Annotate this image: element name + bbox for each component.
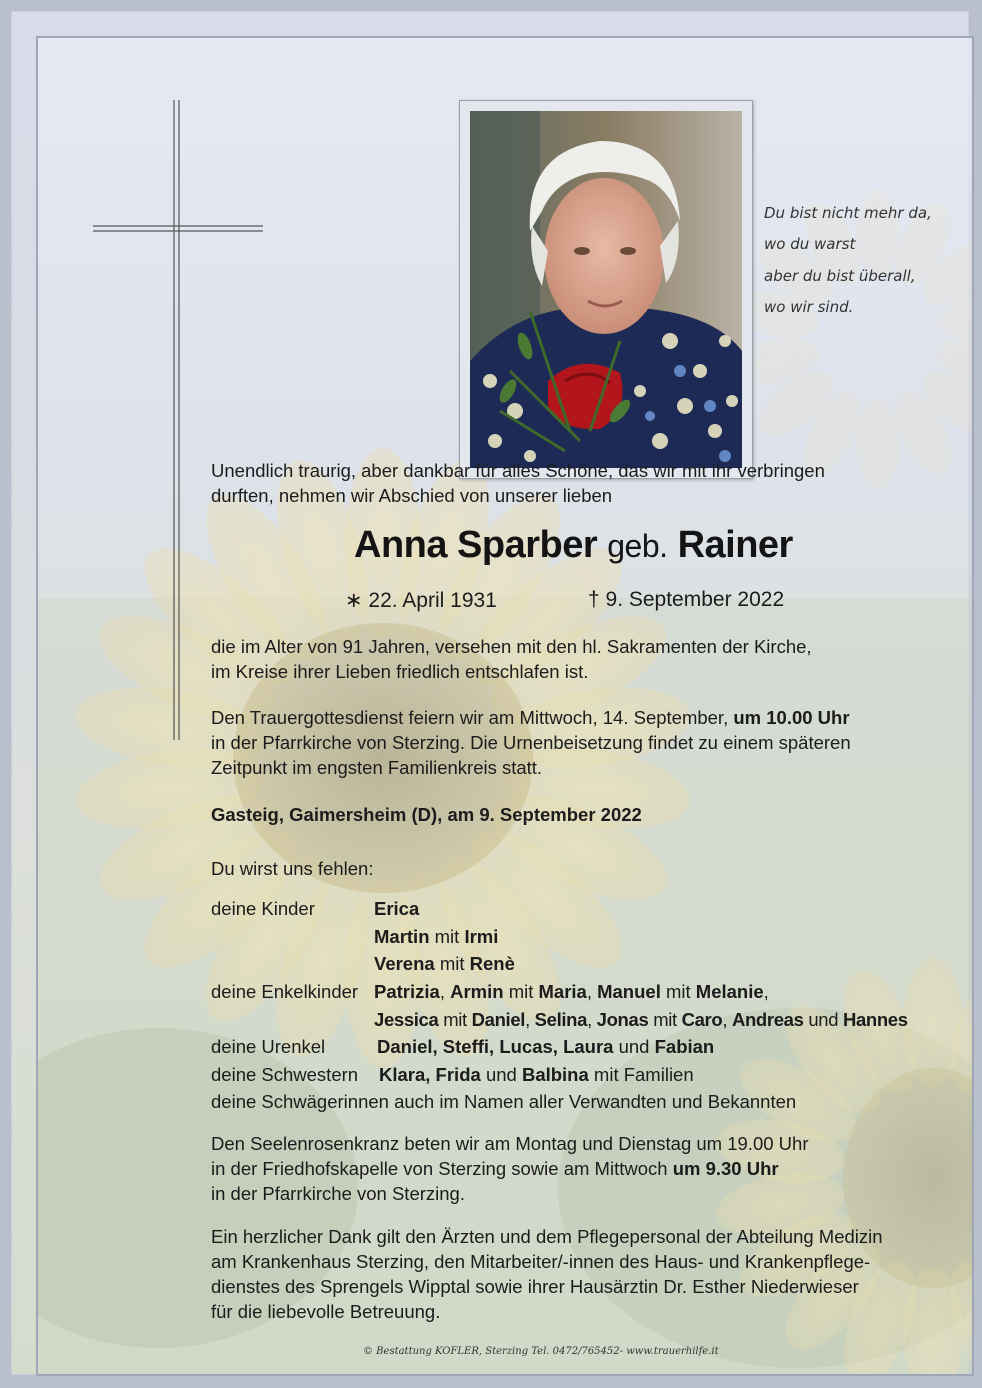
mit: mit <box>439 953 465 974</box>
first-name: Anna Sparber <box>354 524 598 566</box>
thanks-line-4: für die liebevolle Betreuung. <box>211 1301 441 1322</box>
sunflower-petal <box>856 188 900 278</box>
name: Fabian <box>654 1036 715 1057</box>
name: Melanie <box>695 981 764 1002</box>
service-time: um 10.00 Uhr <box>733 707 850 728</box>
quote-line-1: Du bist nicht mehr da, <box>764 204 932 222</box>
portrait-frame <box>459 100 753 479</box>
comma: , <box>763 981 769 1002</box>
kinder-row-1: Erica <box>374 898 420 919</box>
age-line-1: die im Alter von 91 Jahren, versehen mit den hl. Sakramenten der Kirche, <box>211 636 812 657</box>
name: Jessica <box>374 1009 439 1030</box>
miss-you-heading: Du wirst uns fehlen: <box>211 858 374 879</box>
name: Daniel <box>471 1009 526 1030</box>
und: und <box>808 1009 839 1030</box>
schwestern-row <box>379 1064 694 1086</box>
age-line-2: im Kreise ihrer Lieben friedlich entschlafen ist. <box>211 661 589 682</box>
geb-label: geb. <box>607 528 668 564</box>
name: Renè <box>469 953 515 974</box>
intro-line-2: durften, nehmen wir Abschied von unserer lieben <box>211 485 613 506</box>
thanks-line-3: dienstes des Sprengels Wipptal sowie ihrer Hausärztin Dr. Esther Niederwieser <box>211 1276 859 1297</box>
deceased-name <box>354 524 793 567</box>
name: Patrizia <box>374 981 440 1002</box>
comma: , <box>525 1009 530 1030</box>
name: Balbina <box>521 1064 589 1085</box>
kinder-label: deine Kinder <box>211 898 315 919</box>
thanks-line-2: am Krankenhaus Sterzing, den Mitarbeiter/-innen des Haus- und Krankenpflege- <box>211 1251 871 1272</box>
comma: , <box>439 981 445 1002</box>
enkel-row-1 <box>374 981 769 1003</box>
intro-line-1: Unendlich traurig, aber dankbar für alles Schöne, das wir mit ihr verbringen <box>211 460 825 481</box>
rosary-line-1: Den Seelenrosenkranz beten wir am Montag und Dienstag um 19.00 Uhr <box>211 1133 809 1154</box>
comma: , <box>587 1009 592 1030</box>
obituary-card <box>12 12 968 1374</box>
sunflower-petal <box>856 398 900 488</box>
enkel-row-2 <box>374 1009 908 1031</box>
names: Daniel, Steffi, Lucas, Laura <box>377 1036 614 1057</box>
name: Caro <box>681 1009 723 1030</box>
mit: mit <box>443 1009 467 1030</box>
name: Selina <box>534 1009 588 1030</box>
schwaegerinnen-line: deine Schwägerinnen auch im Namen aller Verwandten und Bekannten <box>211 1091 797 1112</box>
quote-line-2: wo du warst <box>764 235 856 253</box>
mit: mit <box>665 981 691 1002</box>
comma: , <box>586 981 592 1002</box>
name: Armin <box>450 981 504 1002</box>
name: Irmi <box>464 926 499 947</box>
mit-familien: mit Familien <box>593 1064 694 1085</box>
urenkel-label: deine Urenkel <box>211 1036 326 1057</box>
footer-credit: © Bestattung KOFLER, Sterzing Tel. 0472/765452- www.trauerhilfe.it <box>363 1346 719 1357</box>
name: Hannes <box>842 1009 908 1030</box>
quote-line-4: wo wir sind. <box>764 298 854 316</box>
name: Andreas <box>731 1009 804 1030</box>
names: Klara, Frida <box>379 1064 481 1085</box>
death-date: † 9. September 2022 <box>588 588 785 611</box>
und: und <box>485 1064 517 1085</box>
thanks-line-1: Ein herzlicher Dank gilt den Ärzten und dem Pflegepersonal der Abteilung Medizin <box>211 1226 883 1247</box>
mit: mit <box>508 981 534 1002</box>
mit: mit <box>653 1009 677 1030</box>
rosary-line-3: in der Pfarrkirche von Sterzing. <box>211 1183 465 1204</box>
maiden-name: Rainer <box>677 524 793 566</box>
place-date: Gasteig, Gaimersheim (D), am 9. September 2022 <box>211 804 642 825</box>
portrait-photo <box>470 111 742 468</box>
service-line-3: Zeitpunkt im engsten Familienkreis statt. <box>211 757 543 778</box>
comma: , <box>722 1009 728 1030</box>
rosary-text: in der Friedhofskapelle von Sterzing sowie am Mittwoch <box>211 1158 673 1179</box>
rosary-time: um 9.30 Uhr <box>672 1158 779 1179</box>
birth-date: ∗ 22. April 1931 <box>345 589 497 612</box>
service-text: Den Trauergottesdienst feiern wir am Mittwoch, 14. September, <box>211 707 734 728</box>
service-line-2: in der Pfarrkirche von Sterzing. Die Urnenbeisetzung findet zu einem späteren <box>211 732 851 753</box>
und: und <box>618 1036 650 1057</box>
name: Manuel <box>597 981 661 1002</box>
enkel-label: deine Enkelkinder <box>211 981 359 1002</box>
mit: mit <box>434 926 460 947</box>
name: Maria <box>538 981 587 1002</box>
quote-line-3: aber du bist überall, <box>764 267 916 285</box>
name: Jonas <box>596 1009 649 1030</box>
name: Martin <box>374 926 430 947</box>
kinder-row-3 <box>374 953 515 975</box>
service-line-1 <box>211 707 850 729</box>
name: Verena <box>374 953 435 974</box>
kinder-row-2 <box>374 926 498 948</box>
urenkel-row <box>377 1036 714 1058</box>
schwestern-label: deine Schwestern <box>211 1064 359 1085</box>
rosary-line-2 <box>211 1158 779 1180</box>
